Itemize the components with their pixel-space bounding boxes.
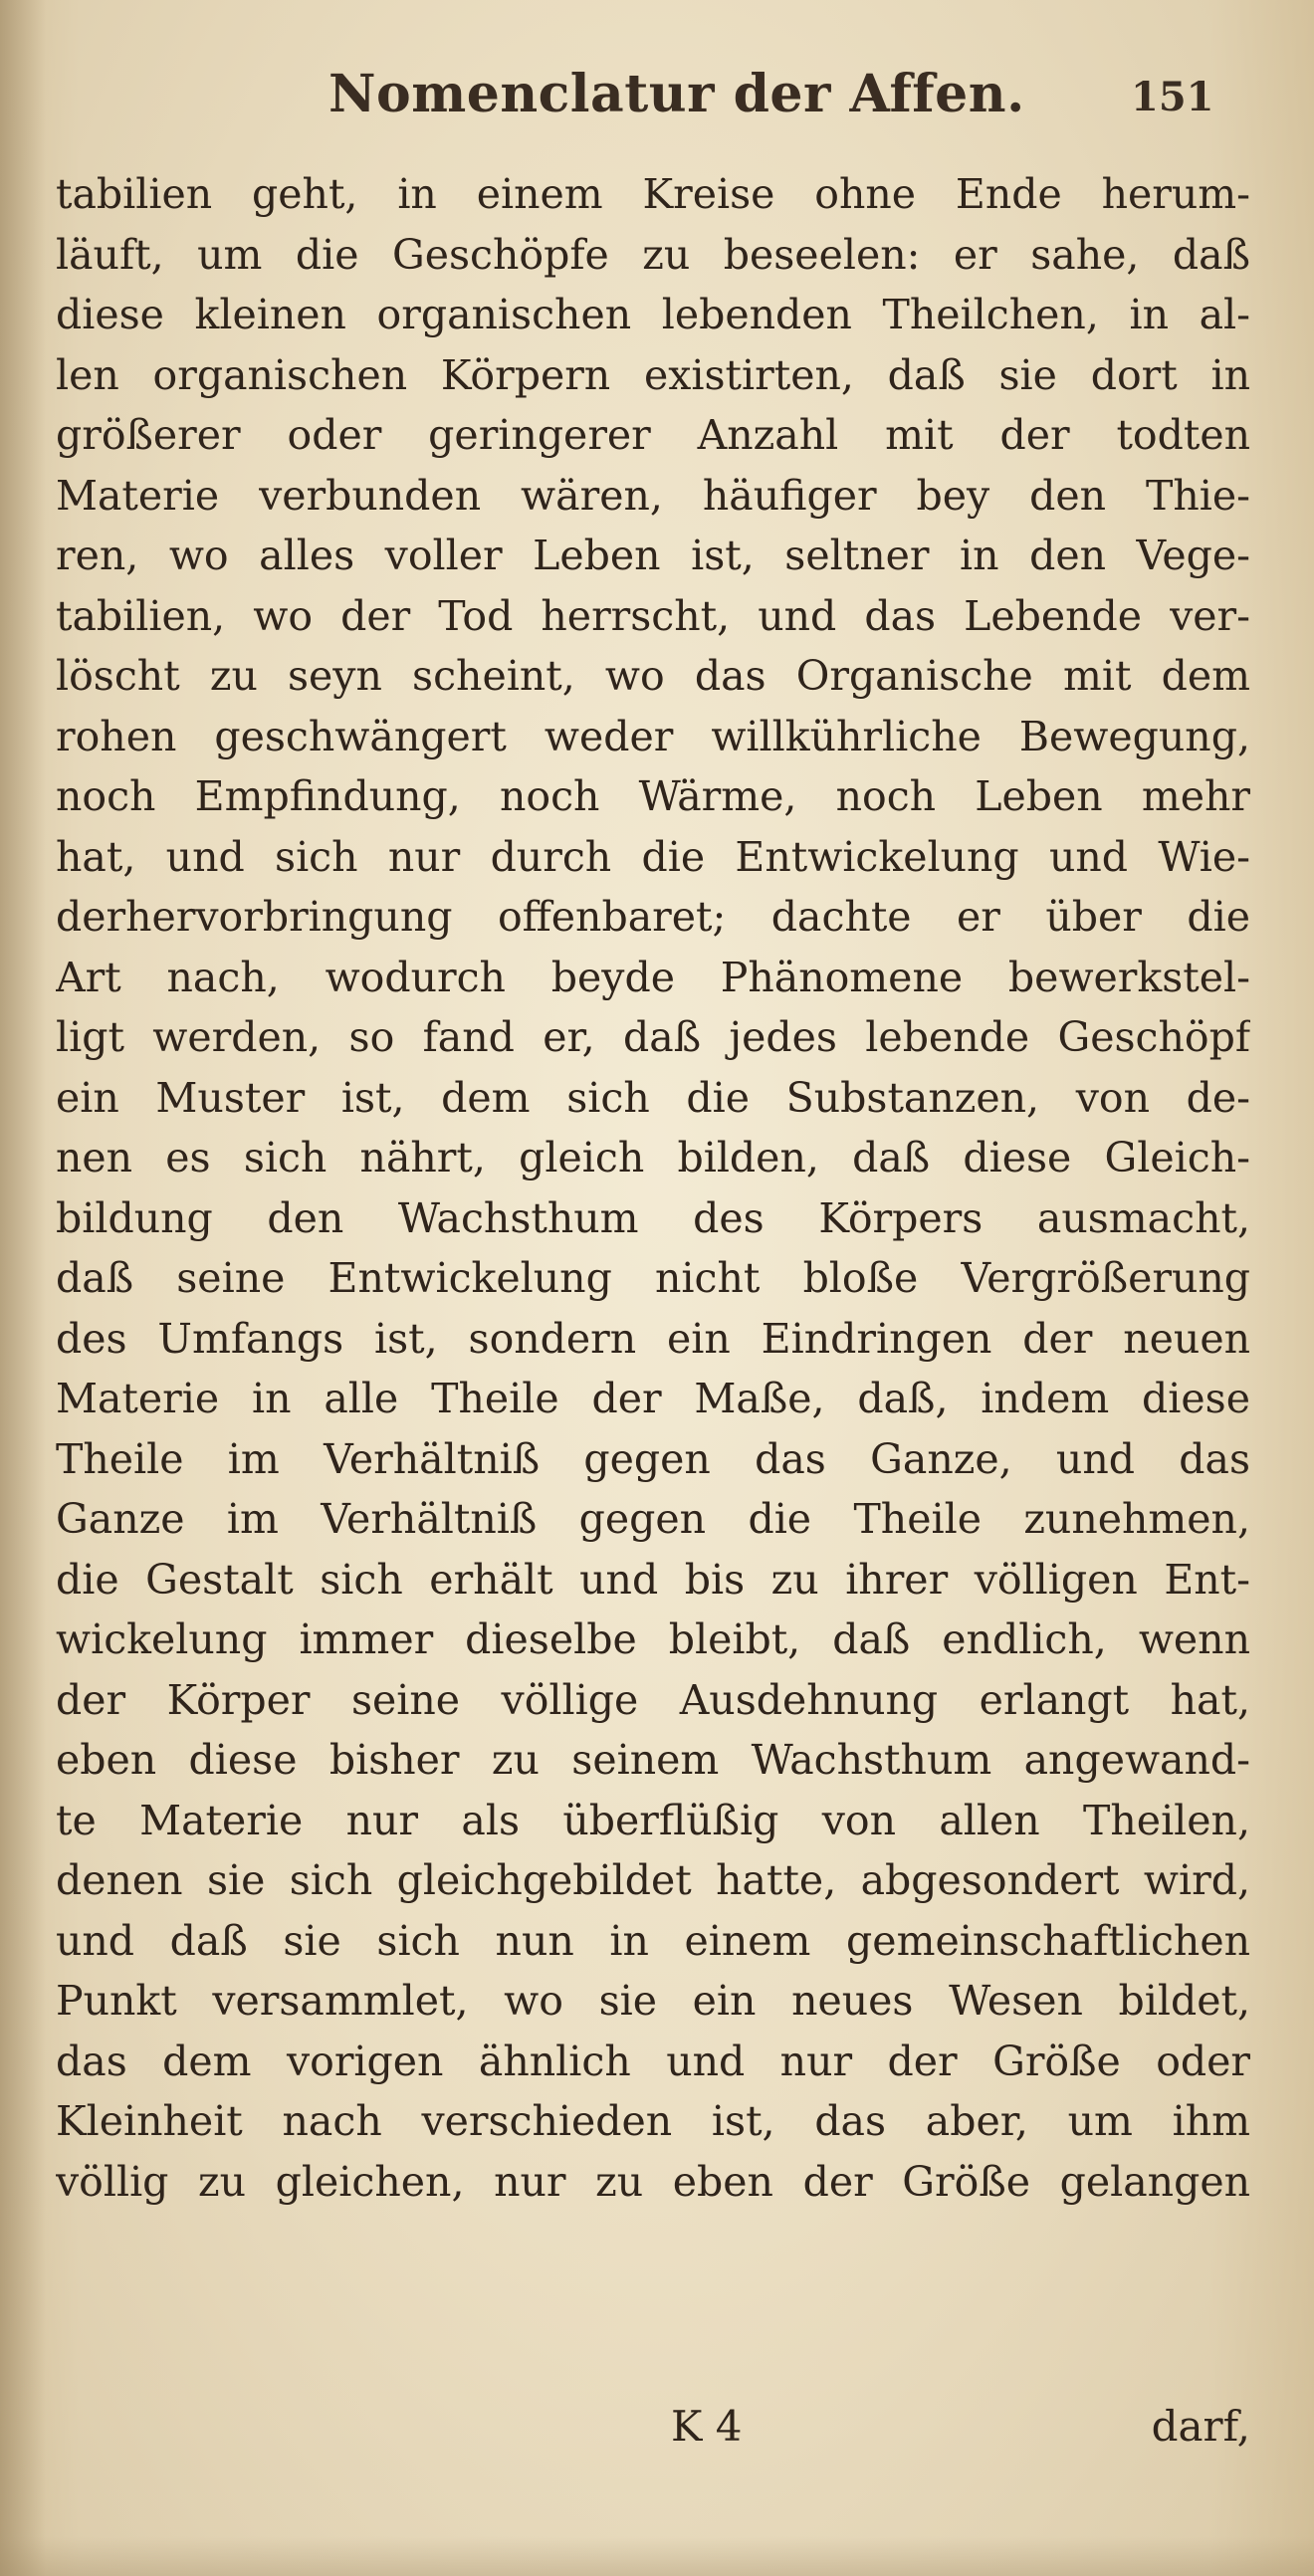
text-line: diese kleinen organischen lebenden Theilchen, in al- <box>56 291 1250 338</box>
text-line: rohen geschwängert weder willkührliche Bewegung, <box>56 712 1250 760</box>
text-line: Ganze im Verhältniß gegen die Theile zunehmen, <box>56 1495 1250 1543</box>
running-head <box>0 58 1314 137</box>
text-line: denen sie sich gleichgebildet hatte, abgesondert wird, <box>56 1856 1250 1904</box>
text-line: Art nach, wodurch beyde Phänomene bewerkstel- <box>56 953 1250 1001</box>
text-line: völlig zu gleichen, nur zu eben der Größe gelangen <box>56 2157 1250 2206</box>
text-line: Theile im Verhältniß gegen das Ganze, und das <box>56 1434 1250 1483</box>
text-line: größerer oder geringerer Anzahl mit der todten <box>56 411 1250 459</box>
text-line: ein Muster ist, dem sich die Substanzen, von de- <box>56 1073 1250 1122</box>
running-head-title: Nomenclatur der Affen. <box>328 64 1025 124</box>
text-line: und daß sie sich nun in einem gemeinschaftlichen <box>56 1916 1250 1965</box>
text-line: Materie in alle Theile der Maße, daß, indem diese <box>56 1375 1250 1422</box>
text-line: Materie verbunden wären, häufiger bey den Thie- <box>56 471 1250 520</box>
text-line: len organischen Körpern existirten, daß sie dort in <box>56 350 1250 399</box>
text-line: löscht zu seyn scheint, wo das Organische mit dem <box>56 652 1250 700</box>
catchword: darf, <box>1151 2402 1250 2451</box>
text-line: das dem vorigen ähnlich und nur der Größe oder <box>56 2037 1250 2085</box>
text-line: Kleinheit nach verschieden ist, das aber, um ihm <box>56 2097 1250 2145</box>
signature-mark: K 4 <box>671 2402 743 2451</box>
text-line: ligt werden, so fand er, daß jedes lebende Geschöpf <box>56 1013 1250 1061</box>
text-line: derhervorbringung offenbaret; dachte er über die <box>56 893 1250 941</box>
text-line: te Materie nur als überflüßig von allen Theilen, <box>56 1796 1250 1844</box>
text-line: die Gestalt sich erhält und bis zu ihrer völligen Ent- <box>56 1555 1250 1604</box>
text-line: läuft, um die Geschöpfe zu beseelen: er sahe, daß <box>56 230 1250 279</box>
body-text <box>56 164 1250 2212</box>
text-line: daß seine Entwickelung nicht bloße Vergrößerung <box>56 1254 1250 1302</box>
text-line: nen es sich nährt, gleich bilden, daß diese Gleich- <box>56 1134 1250 1181</box>
text-line: tabilien geht, in einem Kreise ohne Ende herum- <box>56 170 1250 218</box>
text-line: ren, wo alles voller Leben ist, seltner in den Vege- <box>56 532 1250 579</box>
text-line: tabilien, wo der Tod herrscht, und das Lebende ver- <box>56 591 1250 640</box>
page-number: 151 <box>1131 74 1214 120</box>
page-footer <box>56 2397 1250 2457</box>
text-line: Punkt versammlet, wo sie ein neues Wesen bildet, <box>56 1977 1250 2025</box>
text-line: eben diese bisher zu seinem Wachsthum angewand- <box>56 1736 1250 1784</box>
text-line: hat, und sich nur durch die Entwickelung und Wie- <box>56 832 1250 881</box>
text-line: noch Empfindung, noch Wärme, noch Leben mehr <box>56 772 1250 820</box>
text-line: der Körper seine völlige Ausdehnung erlangt hat, <box>56 1675 1250 1724</box>
text-line: des Umfangs ist, sondern ein Eindringen der neuen <box>56 1314 1250 1363</box>
text-line: wickelung immer dieselbe bleibt, daß endlich, wenn <box>56 1615 1250 1663</box>
text-line: bildung den Wachsthum des Körpers ausmacht, <box>56 1193 1250 1242</box>
